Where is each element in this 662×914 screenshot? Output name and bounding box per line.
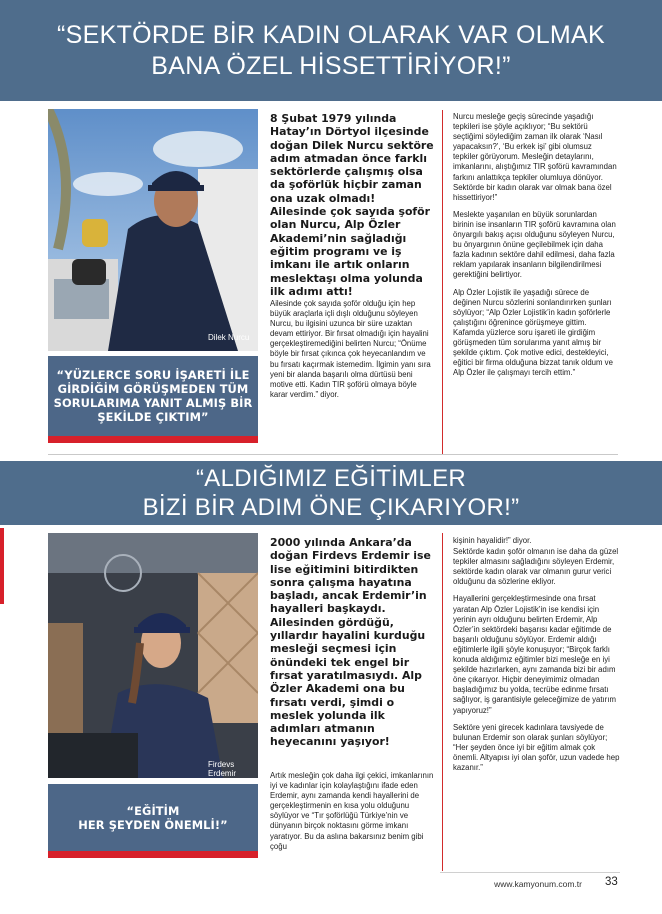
headline-1-line-2: BANA ÖZEL HİSSETTİRİYOR!” [151,51,511,80]
photo-2-illustration [48,533,258,778]
section-separator [48,454,618,455]
article-2-paragraph-2: kişinin hayalidir!” diyor. [453,536,532,545]
headline-2-line-1: “ALDIĞIMIZ EĞİTİMLER [195,465,467,492]
article-1-paragraph-2: Nurcu mesleğe geçiş sürecinde yaşadığı tepkileri ise şöyle açıklıyor; “Bu sektörü seçtiğimi söylediğim zaman ilk olarak ‘Nasıl yapacaksın?’, ‘Bu erkek işi’ gibi olumsuz tepkiler görüyorum. Mesleğin detaylarını, imkanlarını, alıştığımız TIR şoförü kavramından farkını anlattıkça tepkiler olumluya dönüyor. Sektörde bir kadın olarak var olmak bana özel hissettiriyor!” [453,112,617,202]
article-1-lead: 8 Şubat 1979 yılında Hatay’ın Dörtyol ilçesinde doğan Dilek Nurcu sektöre adım atmadan önce farklı sektörlerde çalışmış olsa da şoförlük hiçbir zaman ona uzak olmadı! Ailesinde çok sayıda şoför olan Nurcu, Alp Özler Akademi’nin sağladığı eğitim programı ve iş imkanı ile artık onların meslektaşı olma yolunda ilk adımı attı! [270,112,434,298]
column-divider-1 [442,110,443,454]
photo-dilek-nurcu [48,109,258,351]
article-2-column-2 [453,536,621,780]
quote-2-line-1: “EĞİTİM [126,803,180,818]
quote-1-line-2: GİRDİĞİM GÖRÜŞMEDEN TÜM [57,382,249,396]
pull-quote-2 [48,784,258,858]
article-1-paragraph-3: Meslekte yaşanılan en büyük sorunlardan birinin ise insanların TIR şoförü kavramına olan önyargılı bakış açısı olduğunu söyleyen Nurcu, bu önyargının önüne geçilebilmek için daha fazla kadının sektöre dahil edilmesi, daha fazla reklam yapılarak insanların bilgilendirilmesi gerektiğini belirtiyor. [453,209,616,280]
footer-website: www.kamyonum.com.tr [494,879,582,889]
footer-rule [440,872,620,873]
photo-firdevs-erdemir [48,533,258,778]
headline-banner-1 [0,0,662,101]
article-2-paragraph-1: Artık mesleğin çok daha ilgi çekici, imkanlarının iyi ve kadınlar için kolaylaştığını ifade eden Erdemir, aynı zamanda kendi hayallerini de gerçekleştirmenin en kısa yolu olduğunu söylüyor ve “Tır şoförlüğü Türkiye’nin ve dünyanın birçok noktasını görme imkanı yaratıyor. Bu da aslına bakarsınız benim gibi çoğu [270,771,434,851]
article-2-lead: 2000 yılında Ankara’da doğan Firdevs Erdemir ise lise eğitimini bitirdikten sonra çalışma hayatına başladı, ancak Erdemir’in hayalleri başkaydı. Ailesinden gördüğü, yıllardır hayalini kurduğu mesleği seçmesi için önündeki tek engel bir fırsat yaratılmasıydı. Alp Özler Akademi ona bu fırsatı verdi, şimdi o meslek yolunda ilk adımları atmanın heyecanını yaşıyor! [270,536,431,749]
article-2-paragraph-4: Hayallerini gerçekleştirmesinde ona fırsat yaratan Alp Özler Lojistik’in ise kendisi için yerinin ayrı olduğunu belirten Erdemir, Alp Özler’in sektördeki başarısı kadar eğitimde de başarılı olduğunu söylüyor. Erdemir aldığı eğitimlerle ilgili şöyle konuşuyor; “Birçok farklı konuda aldığımız eğitimler bizi mesleğe en iyi şekilde hazırlarken, aynı zamanda bizi bir adım öne çıkarıyor. Hiçbir deneyimimiz olmadan başladığımız bu yolda, tecrübe edinme fırsatı sağlıyor, iş garantisiyle geleceğimize de yatırım yapıyoruz!” [453,594,616,715]
column-divider-2 [442,533,443,871]
quote-1-line-4: ŞEKİLDE ÇIKTIM” [97,410,209,424]
left-edge-accent [0,528,4,604]
quote-1-line-1: “YÜZLERCE SORU İŞARETİ İLE [56,368,250,382]
quote-1-line-3: SORULARIMA YANIT ALMIŞ BİR [53,396,253,410]
headline-1-line-1: “SEKTÖRDE BİR KADIN OLARAK VAR OLMAK [57,20,605,49]
photo-1-caption: Dilek Nurcu [208,333,250,342]
article-1-paragraph-1: Ailesinde çok sayıda şoför olduğu için hep büyük araçlarla içli dışlı olduğunu söyleyen Nurcu, bu ilgisini uzunca bir süre uzaktan devam ettiriyor. Bir fırsat olmadığı için hayalini gerçekleştiremediğini belirten Nurcu; “Önüme böyle bir fırsat çıkınca çok heyecanlandım ve bu fırsatı kaçırmak istemedim. İlgimin yanı sıra yeni bir alanda başarılı olma dürtüsü beni motive etti. Kadın TIR şoförü olmaya böyle karar verdim.” diyor. [270,299,431,399]
article-2-paragraph-3: Sektörde kadın şoför olmanın ise daha da güzel tepkiler almasını sağladığını söyleyen Erdemir, sektörde kadın olarak var olmanın gurur verici olduğunu da sözlerine ekliyor. [453,547,619,587]
article-1-column-1 [270,299,435,407]
photo-1-illustration [48,109,258,351]
photo-2-caption: Firdevs Erdemir [208,760,237,778]
article-2-paragraph-5: Sektöre yeni girecek kadınlara tavsiyede de bulunan Erdemir son olarak şunları söylüyor; “Her şeyden önce iyi bir eğitim almak çok önemli. Altyapısı iyi olan şoför, uzun vadede hep kazanır.” [453,722,620,772]
article-2-column-1 [270,771,435,859]
article-1-column-2 [453,112,618,385]
article-1-paragraph-4: Alp Özler Lojistik ile yaşadığı sürece de değinen Nurcu sözlerini sonlandırırken şunları söylüyor; “Alp Özler Lojistik’in kadın şoförlerle çalıştığını öğrenince görüşmeye gittim. Kafamda yüzlerce soru işareti ile girdiğim görüşmeden tüm sorularıma yanıt almış bir şekilde çıktım. Çok motive edici, destekleyici, eğitici bir firma olduğuna bizzat tanık oldum ve Alp Özler ile çalışmayı tercih ettim.” [453,287,613,378]
headline-2-line-2: BİZİ BİR ADIM ÖNE ÇIKARIYOR!” [142,494,520,521]
headline-banner-2 [0,461,662,525]
quote-2-line-2: HER ŞEYDEN ÖNEMLİ!” [78,817,228,832]
page-number: 33 [605,876,618,888]
pull-quote-1 [48,356,258,443]
